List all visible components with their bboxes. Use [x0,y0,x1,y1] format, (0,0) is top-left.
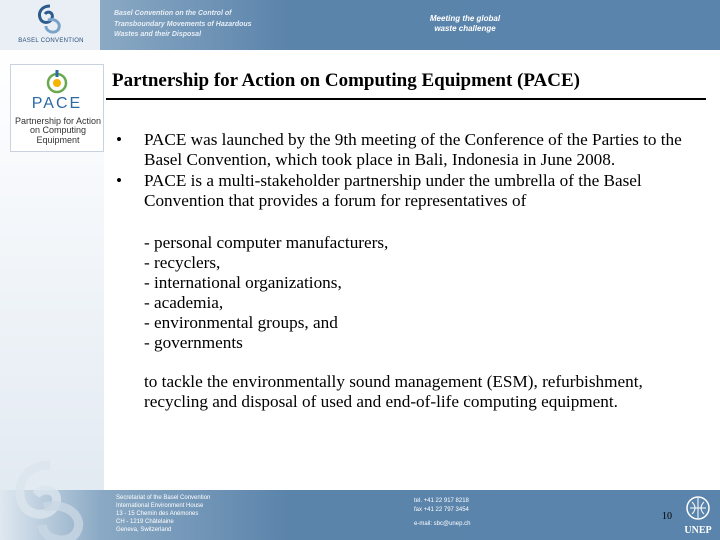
address-line: 13 - 15 Chemin des Anémones [116,511,199,518]
title-underline [106,98,706,100]
list-item: - personal computer manufacturers, [144,233,389,252]
footer-band [0,490,720,540]
list-item: - governments [144,333,243,352]
basel-logo [0,0,100,50]
slide-body [110,130,710,412]
address-line: CH - 1219 Châtelaine [116,519,174,526]
bullet-text: PACE was launched by the 9th meeting of the Conference of the Parties to the Basel Convention, which took place in Bali, Indonesia in June 2008. [144,130,682,169]
header-band [0,0,720,50]
bullet-item [110,130,710,170]
page-number: 10 [662,511,672,522]
list-item: - international organizations, [144,273,342,292]
list-item: - recyclers, [144,253,221,272]
address-line: Secretariat of the Basel Convention [116,495,211,501]
bullet-marker: • [116,171,123,190]
footer-address [116,494,276,534]
globe-icon [45,69,69,95]
basel-b-icon [36,4,64,34]
bullet-text: PACE is a multi-stakeholder partnership under the umbrella of the Basel Convention that provides a forum for representatives of [144,171,642,210]
pace-logo [10,64,104,152]
list-item: - environmental groups, and [144,313,338,332]
pace-logo-word: PACE [31,95,83,112]
address-line: International Environment House [116,503,204,510]
basel-logo-caption: BASEL CONVENTION [18,38,84,44]
bullet-item [110,171,710,211]
pace-logo-subtitle: Partnership for Action on Computing Equipment [14,116,102,145]
list-item: - academia, [144,293,224,312]
header-convention-title: Basel Convention on the Control of Transboundary Movements of Hazardous Wastes and their Disposal [114,10,252,38]
unep-label: UNEP [684,525,712,536]
footer-tel: tel. +41 22 917 8218 [414,498,469,504]
closing-paragraph: to tackle the environmentally sound management (ESM), refurbishment, recycling and disposal of used and end-of-life computing equipment. [144,372,643,411]
footer-contact [414,497,534,529]
address-line: Geneva, Switzerland [116,527,172,534]
footer-fax: fax +41 22 797 3454 [414,506,469,513]
slide-title: Partnership for Action on Computing Equipment (PACE) [112,70,580,91]
footer-email: e-mail: sbc@unep.ch [414,521,471,528]
header-slogan: Meeting the global waste challenge [429,14,501,34]
stakeholder-list [110,233,710,353]
basel-watermark-icon [0,455,100,540]
bullet-marker: • [116,130,123,149]
